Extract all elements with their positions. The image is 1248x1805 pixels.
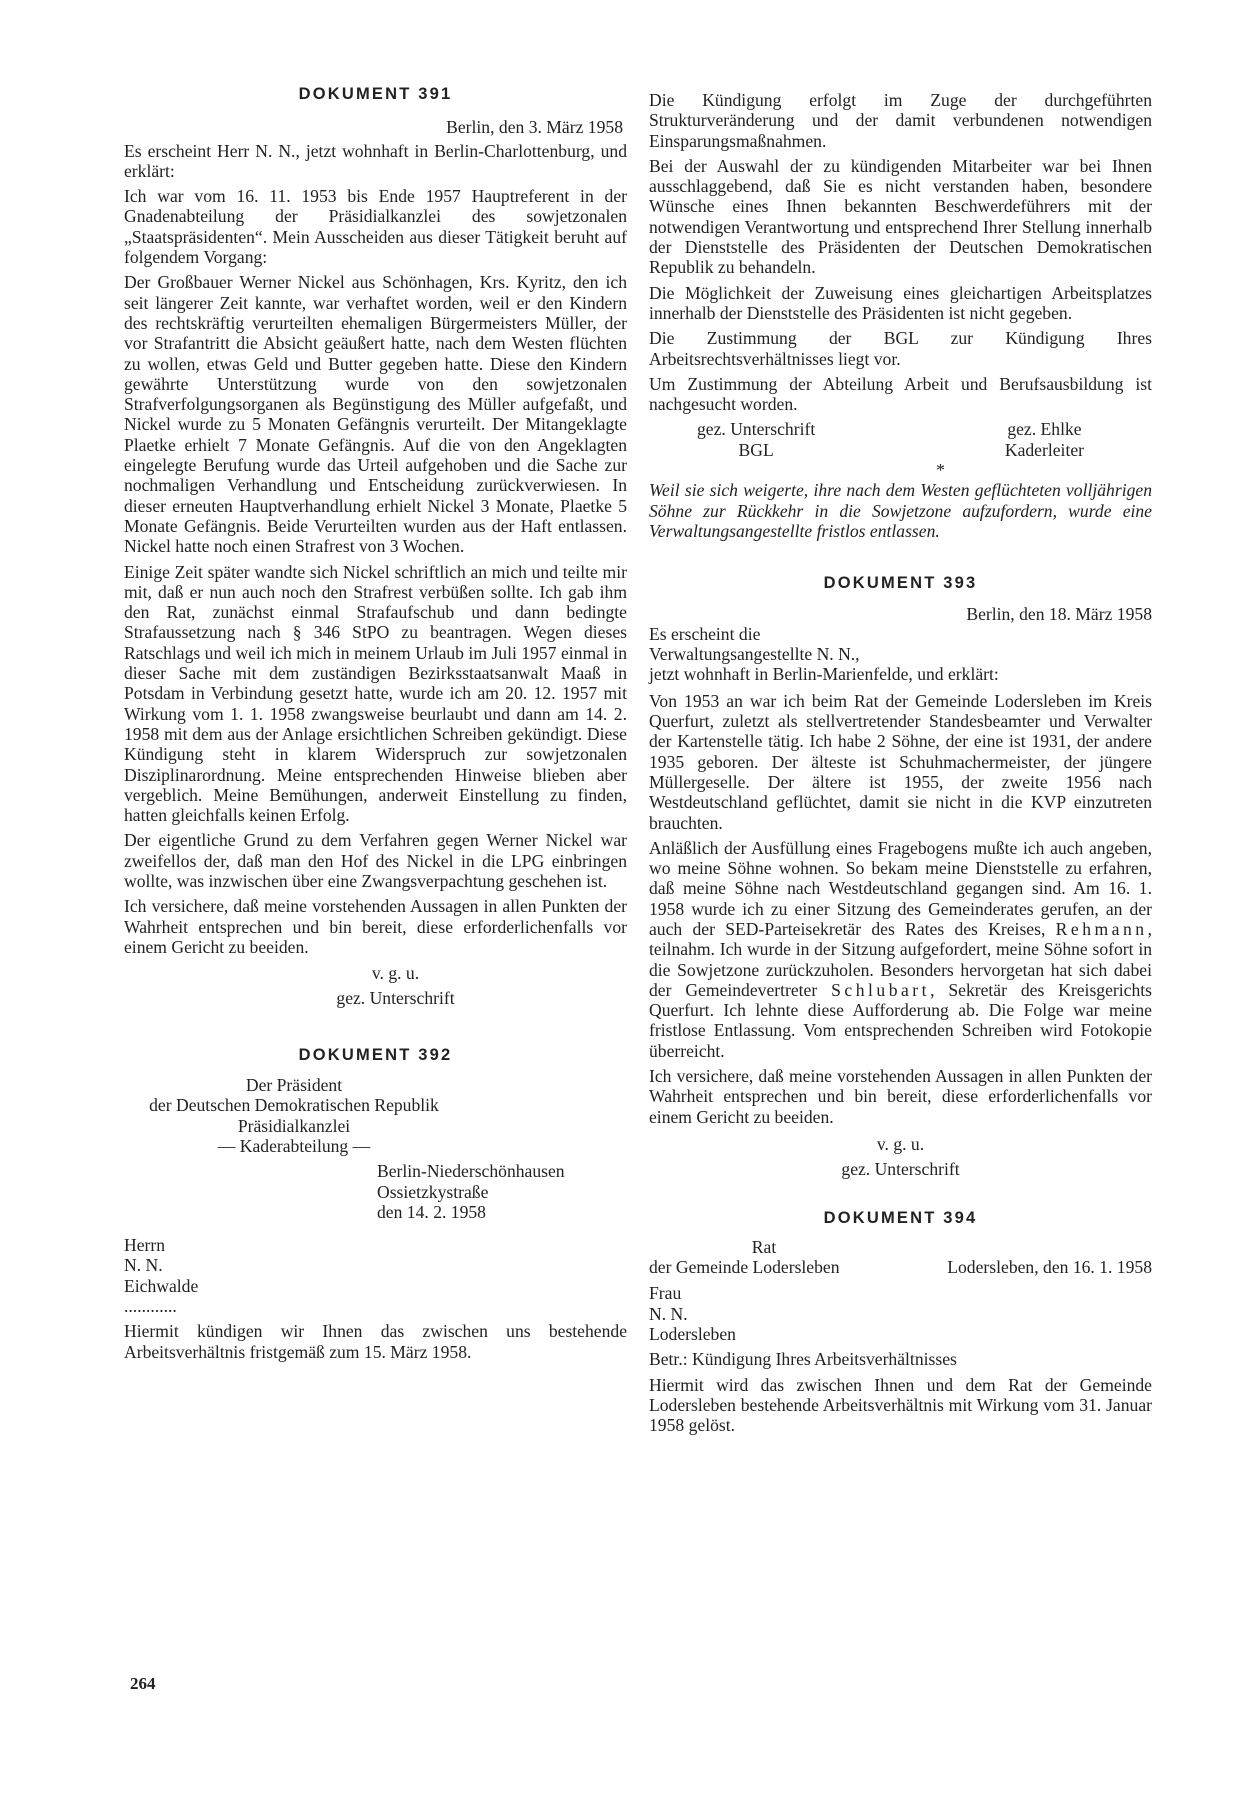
doc393-vgu: v. g. u. [876, 1133, 925, 1154]
doc391-paragraph-2: Der Großbauer Werner Nickel aus Schönhagen, Krs. Kyritz, den ich seit längerer Zeit kannte, war verhaftet worden, weil er den Kindern des rechtskräftig verurteilten ehemaligen Bürgermeisters Müller, der vor Strafantritt die Absicht geäußert hatte, nach dem Westen flüchten zu wollen, etwas Geld und Butter gegeben hatte. Diese den Kindern gewährte Unterstützung wurde von den sowjetzonalen Strafverfolgungsorganen als Begünstigung des Müller aufgefaßt, und Nickel wurde zu 5 Monaten Gefängnis verurteilt. Der Mitangeklagte Plaetke erhielt 7 Monate Gefängnis. Auf die von den Angeklagten eingelegte Berufung wurde das Urteil aufgehoben und die Sache zur nochmaligen Verhandlung und Entscheidung zurückverwiesen. In dieser erneuten Hauptverhandlung erhielt Nickel 3 Monate, Plaetke 5 Monate Gefängnis. Beide Verurteilten wurden aus der Haft entlassen. Nickel hatte noch einen Strafrest von 3 Wochen. [124, 272, 627, 557]
doc393-intro-line-1: Es erscheint die [649, 623, 761, 644]
doc393-intro-line-2: Verwaltungsangestellte N. N., [649, 644, 860, 665]
doc392-signature-bgl [697, 419, 815, 460]
doc391-vgu: v. g. u. [371, 963, 420, 984]
italic-note: Weil sie sich weigerte, ihre nach dem Westen geflüchteten volljährigen Söhne zur Rückkehr in die Sowjetzone aufzufordern, wurde eine Verwaltungsangestellte fristlos entlassen. [649, 480, 1152, 541]
doc391-paragraph-5: Ich versichere, daß meine vorstehenden Aussagen in allen Punkten der Wahrheit entsprechen und bin bereit, diese erforderlichenfalls vor einem Gericht zu beeiden. [124, 896, 627, 957]
doc394-subject: Betr.: Kündigung Ihres Arbeitsverhältnisses [649, 1349, 957, 1370]
doc392-address-line-4: ............ [124, 1296, 177, 1317]
doc392-paragraph-3: Bei der Auswahl der zu kündigenden Mitarbeiter war bei Ihnen ausschlaggebend, daß Sie es nicht verstanden haben, besondere Wünsche eines Ihnen bekannten Beschwerdeführers mit der notwendigen Verantwortung und entsprechend Ihrer Stellung innerhalb der Dienststelle des Präsidenten der Deutschen Demokratischen Republik zu behandeln. [649, 155, 1152, 278]
doc394-address-line-2: N. N. [649, 1303, 688, 1324]
doc392-paragraph-2: Die Kündigung erfolgt im Zuge der durchgeführten Strukturveränderung und der damit verbundenen notwendigen Einsparungsmaßnahmen. [649, 90, 1152, 151]
doc394-address-line-1: Frau [649, 1283, 682, 1304]
name-schlubart: Schlubart [831, 979, 931, 1000]
doc392-signature-left-line-2: BGL [738, 439, 774, 460]
doc392-address-line-2: N. N. [124, 1255, 163, 1276]
doc391-signature: gez. Unterschrift [336, 988, 455, 1009]
doc394-date: Lodersleben, den 16. 1. 1958 [947, 1257, 1152, 1278]
heading-dokument-394: DOKUMENT 394 [823, 1208, 978, 1227]
doc393-paragraph-2-part-a: Anläßlich der Ausfüllung eines Fragebogens mußte ich auch angeben, wo meine Söhne wohnen. So bekam meine Dienststelle zu erfahren, daß meine Söhne nach Westdeutschland gegangen sind. Am 16. 1. 1958 wurde ich zu einer Sitzung des Gemeinderates gerufen, an der auch der SED-Parteisekretär des Rates des Kreises, [649, 837, 1152, 939]
doc391-intro: Es erscheint Herr N. N., jetzt wohnhaft in Berlin-Charlottenburg, und erklärt: [124, 140, 627, 181]
doc392-signature-kaderleiter [1005, 419, 1084, 460]
right-column [649, 90, 1152, 1436]
left-column [124, 84, 627, 1362]
doc392-paragraph-1: Hiermit kündigen wir Ihnen das zwischen uns bestehende Arbeitsverhältnis fristgemäß zum 15. März 1958. [124, 1321, 627, 1362]
doc394-sender-line-1: Rat [751, 1236, 777, 1257]
heading-dokument-393: DOKUMENT 393 [823, 574, 978, 593]
name-rehmann: Rehmann [1055, 918, 1148, 939]
doc392-signature-left-line-1: gez. Unterschrift [697, 419, 816, 440]
doc391-paragraph-3: Einige Zeit später wandte sich Nickel schriftlich an mich und teilte mir mit, daß er nun auch noch den Strafrest verbüßen sollte. Ich gab ihm den Rat, zunächst einmal Strafaufschub und dann bedingte Strafaussetzung nach § 346 StPO zu beantragen. Wegen dieses Ratschlags und weil ich mich in meinem Urlaub im Juli 1957 einmal in dieser Sache mit dem zuständigen Bezirksstaatsanwalt Maaß in Potsdam in Verbindung gesetzt hatte, wurde ich am 20. 12. 1957 mit Wirkung vom 1. 1. 1958 zwangsweise beurlaubt und dann am 14. 2. 1958 mit dem aus der Anlage ersichtlichen Schreiben gekündigt. Diese Kündigung steht in klarem Widerspruch zur sowjetzonalen Disziplinarordnung. Meine entsprechenden Hinweise blieben aber vergeblich. Meine Bemühungen, anderweit Einstellung zu finden, hatten gleichfalls keinen Erfolg. [124, 561, 627, 826]
doc393-paragraph-2-part-c: , Sekretär des Kreisgerichts Querfurt. Ich lehnte diese Aufforderung ab. Die Folge war meine fristlose Entlassung. Vom entsprechenden Schreiben wird Fotokopie überreicht. [649, 979, 1152, 1061]
doc393-paragraph-1: Von 1953 an war ich beim Rat der Gemeinde Lodersleben im Kreis Querfurt, zuletzt als stellvertretender Standesbeamter und Verwalter der Kartenstelle tätig. Ich habe 2 Söhne, der eine ist 1931, der andere 1935 geboren. Der älteste ist Schuhmachermeister, der jüngere Müllergeselle. Der ältere ist 1955, der zweite 1956 nach Westdeutschland geflüchtet, damit sie nicht in die KVP einzutreten brauchten. [649, 690, 1152, 833]
doc393-date: Berlin, den 18. März 1958 [966, 603, 1152, 624]
page-number: 264 [130, 1674, 156, 1693]
doc394-address-line-3: Lodersleben [649, 1324, 736, 1345]
doc391-paragraph-1: Ich war vom 16. 11. 1953 bis Ende 1957 Hauptreferent in der Gnadenabteilung der Präsidialkanzlei des sowjetzonalen „Staatspräsidenten“. Mein Ausscheiden aus dieser Tätigkeit beruht auf folgendem Vorgang: [124, 186, 627, 268]
doc392-place-line-3: den 14. 2. 1958 [377, 1201, 486, 1222]
doc392-address-line-1: Herrn [124, 1235, 166, 1256]
doc392-address-line-3: Eichwalde [124, 1275, 199, 1296]
doc393-intro-line-3: jetzt wohnhaft in Berlin-Marienfelde, und erklärt: [649, 664, 999, 685]
doc392-signature-right-line-2: Kaderleiter [1004, 439, 1084, 460]
doc392-sender-line-3: Präsidialkanzlei [237, 1115, 351, 1136]
heading-dokument-391: DOKUMENT 391 [298, 85, 453, 103]
doc391-paragraph-4: Der eigentliche Grund zu dem Verfahren gegen Werner Nickel war zweifellos der, daß man den Hof des Nickel in die LPG einbringen wollte, was inzwischen über eine Zwangsverpachtung geschehen ist. [124, 830, 627, 891]
doc394-sender-line-2: der Gemeinde Lodersleben [649, 1257, 840, 1278]
doc392-sender-line-4: — Kaderabteilung — [217, 1135, 371, 1156]
doc393-signature: gez. Unterschrift [841, 1159, 960, 1180]
doc392-paragraph-4: Die Möglichkeit der Zuweisung eines gleichartigen Arbeitsplatzes innerhalb der Dienststelle des Präsidenten ist nicht gegeben. [649, 282, 1152, 323]
doc392-place-line-2: Ossietzkystraße [377, 1181, 489, 1202]
doc392-signatures [649, 419, 1152, 460]
doc393-paragraph-2 [649, 838, 1152, 1061]
separator-asterisk: * [936, 460, 945, 481]
doc392-sender-line-1: Der Präsident [245, 1075, 343, 1096]
doc392-paragraph-6: Um Zustimmung der Abteilung Arbeit und Berufsausbildung ist nachgesucht worden. [649, 373, 1152, 415]
doc393-paragraph-3: Ich versichere, daß meine vorstehenden Aussagen in allen Punkten der Wahrheit entsprechen und bin bereit, diese erforderlichenfalls vor einem Gericht zu beeiden. [649, 1066, 1152, 1127]
doc394-sender-date-row [649, 1257, 1152, 1277]
doc392-paragraph-5: Die Zustimmung der BGL zur Kündigung Ihres Arbeitsrechtsverhältnisses liegt vor. [649, 328, 1152, 369]
heading-dokument-392: DOKUMENT 392 [298, 1045, 453, 1064]
doc391-date: Berlin, den 3. März 1958 [446, 117, 623, 138]
doc393-paragraph-2-part-b: , teilnahm. Ich wurde in der Sitzung aufgefordert, meine Söhne sofort in die Sowjetzone zurückzuholen. Besonders hervorgetan hat sich dabei der Gemeindevertreter [649, 918, 1152, 1000]
doc392-signature-right-line-1: gez. Ehlke [1007, 419, 1082, 440]
doc394-paragraph-1: Hiermit wird das zwischen Ihnen und dem Rat der Gemeinde Lodersleben bestehende Arbeitsverhältnis mit Wirkung vom 31. Januar 1958 gelöst. [649, 1374, 1152, 1436]
doc392-sender-line-2: der Deutschen Demokratischen Republik [149, 1095, 439, 1116]
doc392-place-line-1: Berlin-Niederschönhausen [377, 1161, 565, 1182]
